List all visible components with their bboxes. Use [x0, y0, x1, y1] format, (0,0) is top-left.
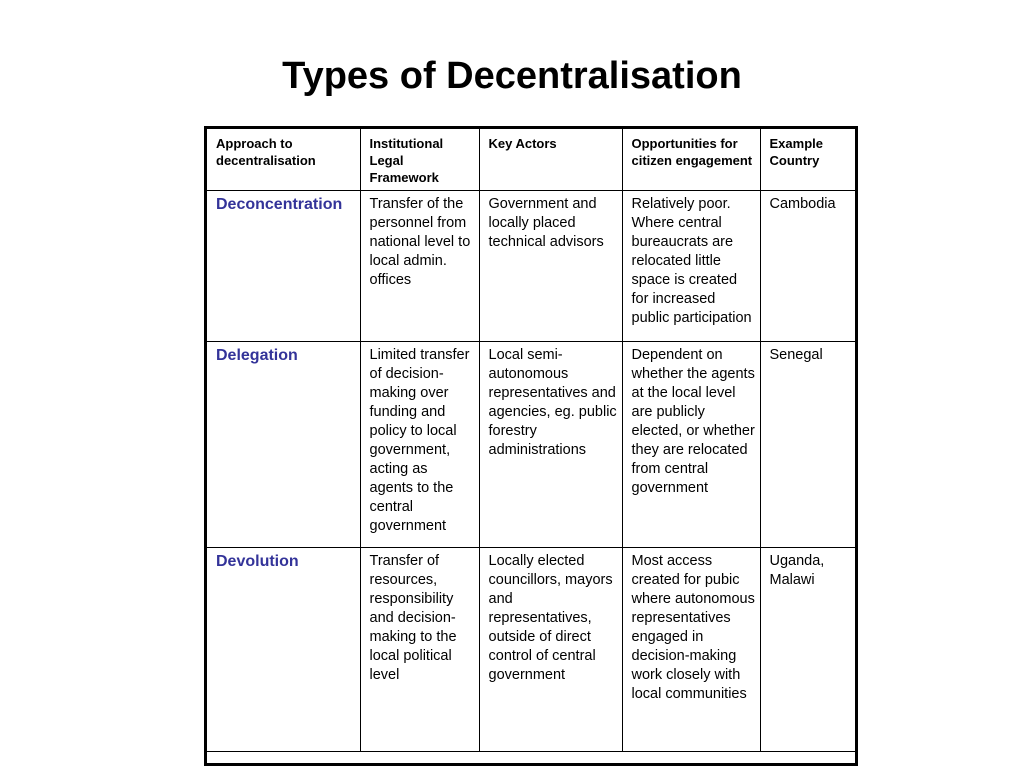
cell-approach: Delegation: [207, 342, 360, 548]
table: [207, 129, 855, 752]
cell-framework: Transfer of the personnel from national level to local admin. offices: [360, 191, 479, 342]
decentralisation-table: [204, 126, 858, 766]
cell-actors: Government and locally placed technical advisors: [479, 191, 622, 342]
cell-actors: Locally elected councillors, mayors and representatives, outside of direct control of central government: [479, 548, 622, 752]
table-row: [207, 191, 855, 342]
header-country: Example Country: [760, 129, 855, 191]
cell-approach: Deconcentration: [207, 191, 360, 342]
header-framework: Institutional Legal Framework: [360, 129, 479, 191]
cell-opportunities: Most access created for pubic where autonomous representatives engaged in decision-making work closely with local communities: [622, 548, 760, 752]
cell-country: Uganda, Malawi: [760, 548, 855, 752]
cell-framework: Limited transfer of decision-making over funding and policy to local government, acting as agents to the central government: [360, 342, 479, 548]
table-row: [207, 342, 855, 548]
cell-opportunities: Dependent on whether the agents at the local level are publicly elected, or whether they are relocated from central government: [622, 342, 760, 548]
cell-framework: Transfer of resources, responsibility and decision-making to the local political level: [360, 548, 479, 752]
cell-country: Senegal: [760, 342, 855, 548]
header-opportunities: Opportunities for citizen engagement: [622, 129, 760, 191]
header-approach: Approach to decentralisation: [207, 129, 360, 191]
cell-actors: Local semi-autonomous representatives and agencies, eg. public forestry administrations: [479, 342, 622, 548]
table-row: [207, 548, 855, 752]
header-actors: Key Actors: [479, 129, 622, 191]
cell-approach: Devolution: [207, 548, 360, 752]
page-title: Types of Decentralisation: [282, 55, 742, 97]
cell-opportunities: Relatively poor. Where central bureaucrats are relocated little space is created for increased public participation: [622, 191, 760, 342]
cell-country: Cambodia: [760, 191, 855, 342]
table-header-row: [207, 129, 855, 191]
